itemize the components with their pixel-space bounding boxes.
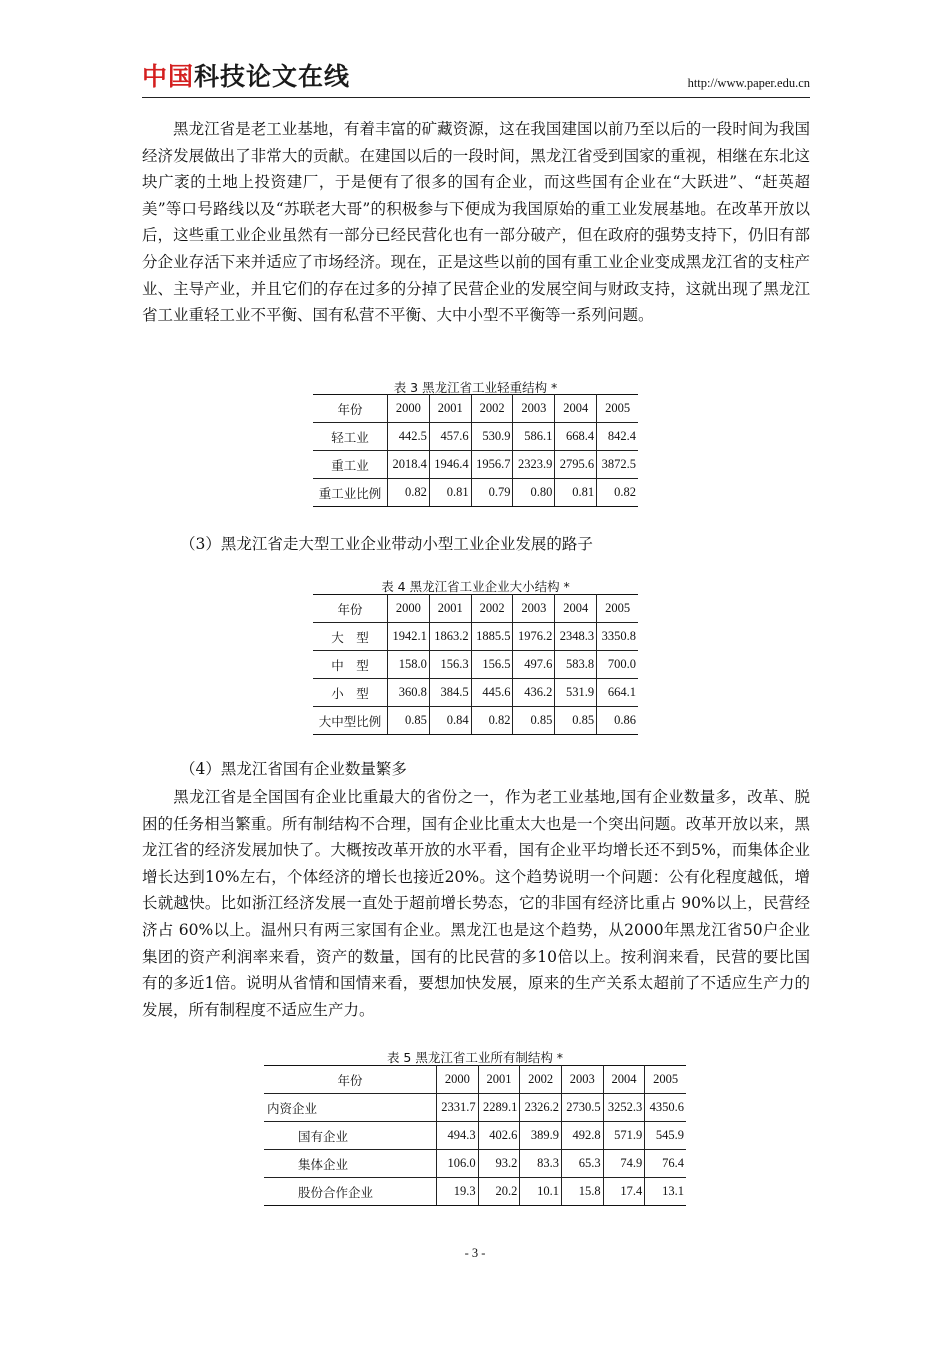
- table-cell: 0.79: [471, 479, 513, 507]
- table-header-cell: 2005: [597, 595, 638, 623]
- table-cell: 大中型比例: [313, 707, 388, 735]
- table5-caption: 表 5 黑龙江省工业所有制结构 *: [386, 1050, 564, 1065]
- table3: [313, 394, 638, 507]
- table-cell: 0.80: [513, 479, 555, 507]
- table-cell: 83.3: [520, 1150, 562, 1178]
- table-cell: 1956.7: [471, 451, 513, 479]
- table-row: [313, 479, 638, 507]
- table-header-cell: 2005: [645, 1066, 686, 1094]
- table-cell: 545.9: [645, 1122, 686, 1150]
- table-cell: 股份合作企业: [264, 1178, 437, 1206]
- table-header-cell: 2003: [513, 395, 555, 423]
- journal-logo: [142, 62, 350, 92]
- table-cell: 700.0: [597, 651, 638, 679]
- table-cell: 106.0: [437, 1150, 479, 1178]
- table-header-cell: 2001: [478, 1066, 520, 1094]
- table-cell: 457.6: [429, 423, 471, 451]
- table-cell: 0.85: [388, 707, 430, 735]
- table-row: [313, 423, 638, 451]
- table-cell: 重工业: [313, 451, 388, 479]
- table-cell: 1976.2: [513, 623, 555, 651]
- table-cell: 0.84: [429, 707, 471, 735]
- table-cell: 集体企业: [264, 1150, 437, 1178]
- table-cell: 3350.8: [597, 623, 638, 651]
- table-cell: 2323.9: [513, 451, 555, 479]
- table-cell: 0.86: [597, 707, 638, 735]
- table-cell: 中 型: [313, 651, 388, 679]
- table-cell: 65.3: [561, 1150, 603, 1178]
- table-cell: 445.6: [471, 679, 513, 707]
- table-header-cell: 2003: [561, 1066, 603, 1094]
- body-paragraph-1: [142, 116, 810, 329]
- table-cell: 497.6: [513, 651, 555, 679]
- table-cell: 402.6: [478, 1122, 520, 1150]
- table-cell: 0.82: [597, 479, 638, 507]
- paragraph-text: 黑龙江省是全国国有企业比重最大的省份之一，作为老工业基地,国有企业数量多，改革、脱困的任务相当繁重。所有制结构不合理，国有企业比重太大也是一个突出问题。改革开放以来，黑龙江省的经济发展加快了。大概按改革开放的水平看，国有企业平均增长还不到5%，而集体企业增长达到10%左右，个体经济的增长也接近20%。这个趋势说明一个问题：公有化程度越低，增长就越快。比如浙江经济发展一直处于超前增长势态，它的非国有经济比重占 90%以上，民营经济占 60%以上。温州只有两三家国有企业。黑龙江也是这个趋势，从2000年黑龙江省50户企业集团的资产利润率来看，资产的数量，国有的比民营的多10倍以上。按利润来看，民营的要比国有的多近1倍。说明从省情和国情来看，要想加快发展，原来的生产关系太超前了不适应生产力的发展，所有制程度不适应生产力。: [142, 788, 810, 1019]
- table-cell: 小 型: [313, 679, 388, 707]
- paragraph-text: 黑龙江省是老工业基地，有着丰富的矿藏资源，这在我国建国以前乃至以后的一段时间为我国经济发展做出了非常大的贡献。在建国以后的一段时间，黑龙江省受到国家的重视，相继在东北这块广袤的土地上投资建厂，于是便有了很多的国有企业，而这些国有企业在“大跃进”、“赶英超美”等口号路线以及“苏联老大哥”的积极参与下便成为我国原始的重工业发展基地。在改革开放以后，这些重工业企业虽然有一部分已经民营化也有一部分破产，但在政府的强势支持下，仍旧有部分企业存活下来并适应了市场经济。现在，正是这些以前的国有重工业企业变成黑龙江省的支柱产业、主导产业，并且它们的存在过多的分掉了民营企业的发展空间与财政支持，这就出现了黑龙江省工业重轻工业不平衡、国有私营不平衡、大中小型不平衡等一系列问题。: [142, 120, 810, 325]
- table3-caption: 表 3 黑龙江省工业轻重结构 *: [393, 380, 558, 395]
- table-cell: 156.5: [471, 651, 513, 679]
- table-cell: 3252.3: [603, 1094, 645, 1122]
- table-cell: 轻工业: [313, 423, 388, 451]
- table-cell: 492.8: [561, 1122, 603, 1150]
- table-cell: 530.9: [471, 423, 513, 451]
- table-cell: 93.2: [478, 1150, 520, 1178]
- table-header-cell: 2003: [513, 595, 555, 623]
- table-header-cell: 2002: [471, 395, 513, 423]
- body-paragraph-2: [142, 784, 810, 1023]
- table-cell: 13.1: [645, 1178, 686, 1206]
- table-cell: 2289.1: [478, 1094, 520, 1122]
- table-header-cell: 2002: [520, 1066, 562, 1094]
- table-cell: 2795.6: [555, 451, 597, 479]
- table-cell: 2331.7: [437, 1094, 479, 1122]
- table-cell: 384.5: [429, 679, 471, 707]
- table-cell: 大 型: [313, 623, 388, 651]
- section-heading-4: （4）黑龙江省国有企业数量繁多: [180, 760, 407, 778]
- table-cell: 1942.1: [388, 623, 430, 651]
- table-cell: 436.2: [513, 679, 555, 707]
- table5: [264, 1065, 686, 1206]
- table-cell: 内资企业: [264, 1094, 437, 1122]
- table-row: [313, 623, 638, 651]
- table-cell: 668.4: [555, 423, 597, 451]
- page-number: - 3 -: [464, 1246, 486, 1260]
- table-cell: 1946.4: [429, 451, 471, 479]
- table-cell: 0.85: [513, 707, 555, 735]
- table-cell: 0.85: [555, 707, 597, 735]
- table-cell: 20.2: [478, 1178, 520, 1206]
- table-header-cell: 2001: [429, 395, 471, 423]
- table-cell: 重工业比例: [313, 479, 388, 507]
- table-cell: 389.9: [520, 1122, 562, 1150]
- table-cell: 19.3: [437, 1178, 479, 1206]
- table-cell: 442.5: [388, 423, 430, 451]
- header-divider: [142, 97, 810, 98]
- table-header-row: [313, 395, 638, 423]
- page-header: [142, 62, 810, 98]
- table-cell: 2326.2: [520, 1094, 562, 1122]
- table-row: [264, 1150, 686, 1178]
- table-cell: 571.9: [603, 1122, 645, 1150]
- table-cell: 15.8: [561, 1178, 603, 1206]
- table-cell: 76.4: [645, 1150, 686, 1178]
- table-row: [313, 451, 638, 479]
- table-header-cell: 2004: [555, 395, 597, 423]
- table-cell: 2348.3: [555, 623, 597, 651]
- table-header-cell: 2000: [388, 395, 430, 423]
- table-row: [264, 1094, 686, 1122]
- logo-text-red: 中国: [142, 62, 195, 91]
- table-row: [313, 707, 638, 735]
- table-cell: 494.3: [437, 1122, 479, 1150]
- table4-caption: 表 4 黑龙江省工业企业大小结构 *: [381, 579, 570, 594]
- table-cell: 360.8: [388, 679, 430, 707]
- table-cell: 0.82: [471, 707, 513, 735]
- table-header-row: [313, 595, 638, 623]
- table-cell: 国有企业: [264, 1122, 437, 1150]
- table-header-cell: 年份: [313, 395, 388, 423]
- table-row: [313, 679, 638, 707]
- table-cell: 664.1: [597, 679, 638, 707]
- table-cell: 1863.2: [429, 623, 471, 651]
- table-header-cell: 年份: [264, 1066, 437, 1094]
- table-header-cell: 年份: [313, 595, 388, 623]
- table-cell: 158.0: [388, 651, 430, 679]
- table-cell: 2730.5: [561, 1094, 603, 1122]
- table-header-cell: 2000: [388, 595, 430, 623]
- table-header-cell: 2000: [437, 1066, 479, 1094]
- table-header-cell: 2001: [429, 595, 471, 623]
- table-cell: 3872.5: [597, 451, 638, 479]
- table-header-row: [264, 1066, 686, 1094]
- table-cell: 0.81: [555, 479, 597, 507]
- table-cell: 2018.4: [388, 451, 430, 479]
- header-url[interactable]: http://www.paper.edu.cn: [687, 76, 810, 90]
- table-cell: 0.81: [429, 479, 471, 507]
- table-cell: 0.82: [388, 479, 430, 507]
- table-cell: 531.9: [555, 679, 597, 707]
- table-cell: 842.4: [597, 423, 638, 451]
- table-cell: 156.3: [429, 651, 471, 679]
- table-header-cell: 2002: [471, 595, 513, 623]
- table-cell: 586.1: [513, 423, 555, 451]
- table-cell: 17.4: [603, 1178, 645, 1206]
- table-cell: 4350.6: [645, 1094, 686, 1122]
- logo-text-dark: 科技论文在线: [194, 62, 351, 91]
- table4: [313, 594, 638, 735]
- section-heading-3: （3）黑龙江省走大型工业企业带动小型工业企业发展的路子: [180, 535, 593, 553]
- table-header-cell: 2005: [597, 395, 638, 423]
- table-row: [264, 1178, 686, 1206]
- table-cell: 583.8: [555, 651, 597, 679]
- table-cell: 1885.5: [471, 623, 513, 651]
- table-cell: 10.1: [520, 1178, 562, 1206]
- table-cell: 74.9: [603, 1150, 645, 1178]
- table-row: [264, 1122, 686, 1150]
- table-header-cell: 2004: [603, 1066, 645, 1094]
- table-row: [313, 651, 638, 679]
- table-header-cell: 2004: [555, 595, 597, 623]
